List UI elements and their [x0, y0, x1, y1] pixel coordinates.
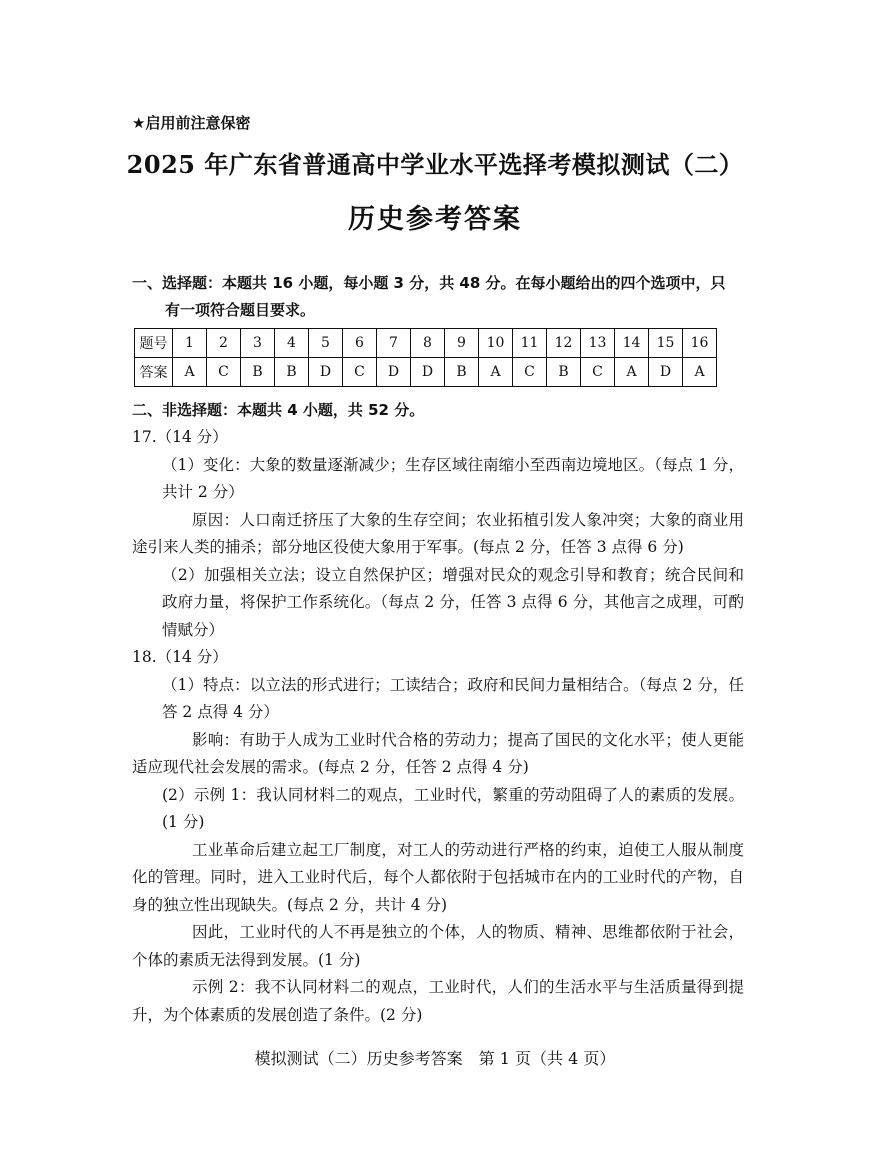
table-row-numbers [135, 329, 717, 358]
table-cell: 3 [241, 329, 275, 358]
table-cell: C [581, 358, 615, 387]
exam-title: 2025 年广东省普通高中学业水平选择考模拟测试（二） [126, 150, 744, 179]
table-cell: C [207, 358, 241, 387]
table-cell: C [343, 358, 377, 387]
confidential-notice: ★启用前注意保密 [132, 114, 251, 132]
table-header-answer: 答案 [135, 358, 173, 387]
table-cell: A [615, 358, 649, 387]
q17-part1-reason: 原因：人口南迁挤压了大象的生存空间；农业拓植引发人象冲突；大象的商业用途引来人类的捕杀；部分地区役使大象用于军事。(每点 2 分，任答 3 点得 6 分) [132, 510, 744, 556]
table-cell: B [547, 358, 581, 387]
question-17-heading: 17.（14 分） [132, 428, 228, 446]
table-cell: B [445, 358, 479, 387]
table-cell: 16 [683, 329, 717, 358]
section1-line2: 有一项符合题目要求。 [165, 301, 316, 319]
q17-part2: （2）加强相关立法；设立自然保护区；增强对民众的观念引导和教育；统合民间和政府力量，将保护工作系统化。（每点 2 分，任答 3 点得 6 分，其他言之成理，可酌情赋分） [162, 565, 744, 639]
table-cell: 14 [615, 329, 649, 358]
q17-part1-change: （1）变化：大象的数量逐渐减少；生存区域往南缩小至西南边境地区。（每点 1 分，共计 2 分） [162, 455, 744, 501]
table-cell: 2 [207, 329, 241, 358]
table-cell: 6 [343, 329, 377, 358]
table-cell: 8 [411, 329, 445, 358]
section2-line1: 二、非选择题：本题共 4 小题，共 52 分。 [132, 401, 425, 419]
table-cell: B [275, 358, 309, 387]
table-cell: 12 [547, 329, 581, 358]
table-header-question-number: 题号 [135, 329, 173, 358]
table-cell: A [479, 358, 513, 387]
document-title: 历史参考答案 [348, 204, 522, 235]
table-cell: A [173, 358, 207, 387]
q18-example1-conclusion: 因此，工业时代的人不再是独立的个体，人的物质、精神、思维都依附于社会，个体的素质无法得到发展。(1 分) [132, 923, 744, 969]
table-cell: 11 [513, 329, 547, 358]
table-cell: D [309, 358, 343, 387]
page-footer: 模拟测试（二）历史参考答案 第 1 页（共 4 页） [254, 1049, 616, 1068]
table-cell: 4 [275, 329, 309, 358]
q18-part2-example1: (2）示例 1：我认同材料二的观点，工业时代，繁重的劳动阻碍了人的素质的发展。(1 分) [162, 785, 744, 831]
answers-body [132, 424, 744, 1029]
table-cell: 10 [479, 329, 513, 358]
table-cell: B [241, 358, 275, 387]
section-multiple-choice-heading [132, 270, 742, 324]
section-non-choice-heading [132, 397, 742, 424]
table-cell: 13 [581, 329, 615, 358]
table-cell: 5 [309, 329, 343, 358]
q18-part1-feature: （1）特点：以立法的形式进行；工读结合；政府和民间力量相结合。（每点 2 分，任答 2 点得 4 分） [162, 675, 744, 721]
table-cell: 9 [445, 329, 479, 358]
table-cell: A [683, 358, 717, 387]
table-cell: D [649, 358, 683, 387]
q18-example1-reason: 工业革命后建立起工厂制度，对工人的劳动进行严格的约束，迫使工人服从制度化的管理。同时，进入工业时代后，每个人都依附于包括城市在内的工业时代的产物，自身的独立性出现缺失。(每点 2 分，共计 4 分) [132, 840, 744, 914]
answer-table [134, 328, 717, 387]
q18-example2: 示例 2：我不认同材料二的观点，工业时代，人们的生活水平与生活质量得到提升，为个体素质的发展创造了条件。(2 分) [132, 978, 744, 1024]
table-cell: 15 [649, 329, 683, 358]
section1-line1: 一、选择题：本题共 16 小题，每小题 3 分，共 48 分。在每小题给出的四个选项中，只 [132, 274, 726, 292]
table-cell: D [377, 358, 411, 387]
question-18-heading: 18.（14 分） [132, 648, 228, 666]
q18-part1-impact: 影响：有助于人成为工业时代合格的劳动力；提高了国民的文化水平；使人更能适应现代社会发展的需求。(每点 2 分，任答 2 点得 4 分) [132, 730, 744, 776]
table-cell: 1 [173, 329, 207, 358]
table-cell: D [411, 358, 445, 387]
table-cell: C [513, 358, 547, 387]
table-cell: 7 [377, 329, 411, 358]
table-row-answers [135, 358, 717, 387]
